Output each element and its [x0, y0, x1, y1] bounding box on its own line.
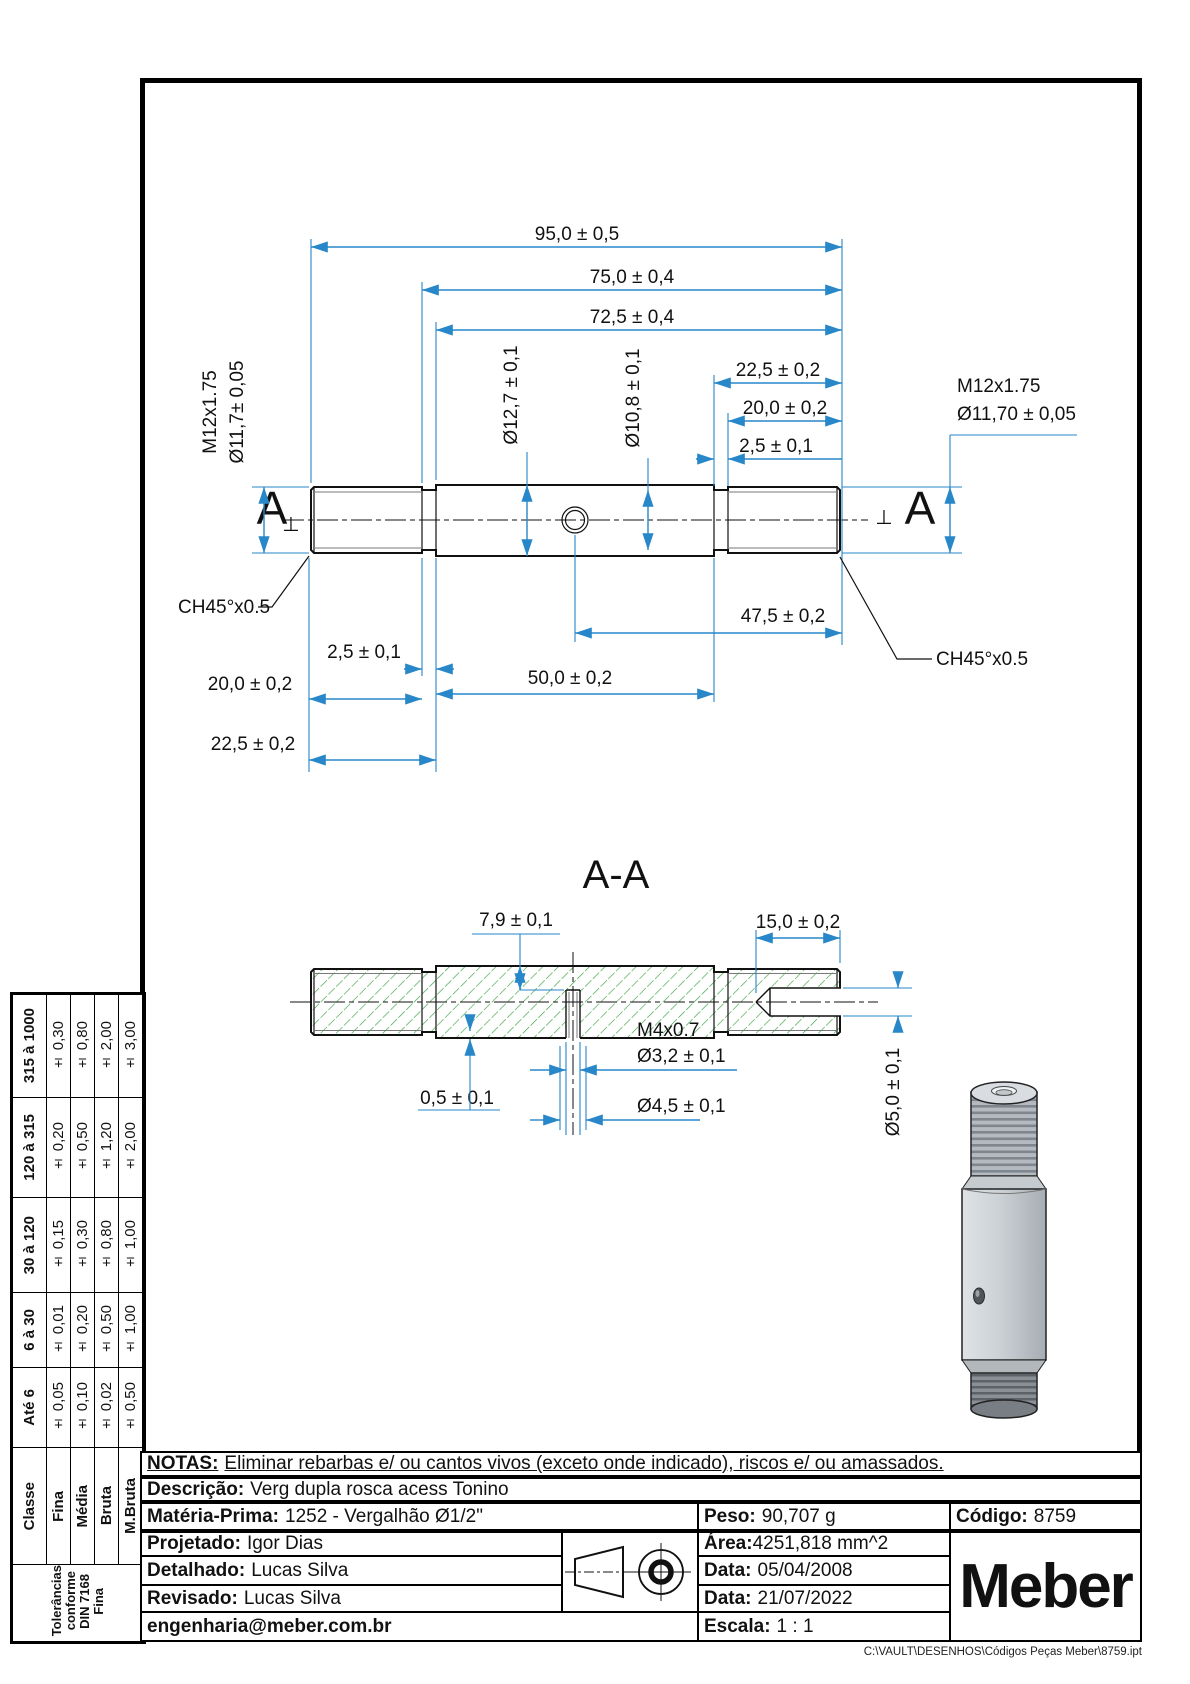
tolerance-note: Tolerâncias conforme DIN 7168 Fina [13, 1565, 143, 1637]
cut-label-left: A [256, 482, 288, 534]
tol-range-ate-6: Até 6 [13, 1368, 47, 1448]
dim-dia-5: Ø5,0 ± 0,1 [883, 1047, 904, 1137]
tol-header-classe: Classe [13, 1448, 47, 1565]
thread-label-left-2: Ø11,7± 0,05 [227, 360, 248, 464]
chamfer-label-right: CH45°x0.5 [936, 649, 1029, 670]
thread-label-m4: M4x0.7 [637, 1020, 700, 1041]
title-block [140, 1451, 1142, 1642]
designed-by-cell: Projetado: Igor Dias [140, 1531, 563, 1557]
side-hole-3d [974, 1288, 985, 1304]
section-view [290, 853, 912, 1136]
tol-range-315-1000: 315 à 1000 [13, 995, 47, 1098]
dim-dia-3-2: Ø3,2 ± 0,1 [637, 1046, 726, 1067]
raw-material-cell: Matéria-Prima: 1252 - Vergalhão Ø1/2" [140, 1502, 699, 1531]
area-cell: Área: 4251,818 mm^2 [697, 1531, 951, 1557]
dim-dia-12-7: Ø12,7 ± 0,1 [501, 345, 522, 445]
tol-range-6-30: 6 à 30 [13, 1293, 47, 1368]
dim-50: 50,0 ± 0,2 [527, 668, 613, 689]
dim-overall-length: 95,0 ± 0,5 [534, 224, 620, 245]
perpendicular-symbol-left: ⊥ [282, 514, 300, 536]
scale-cell: Escala: 1 : 1 [697, 1611, 951, 1642]
tol-range-120-315: 120 à 315 [13, 1098, 47, 1198]
main-view [178, 224, 1077, 772]
date-created-cell: Data: 05/04/2008 [697, 1555, 951, 1586]
part-3d-preview [962, 1082, 1046, 1418]
dim-7-9: 7,9 ± 0,1 [479, 910, 553, 931]
company-logo: Meber [949, 1531, 1142, 1642]
perpendicular-symbol-right: ⊥ [875, 507, 893, 529]
thread-label-right-1: M12x1.75 [957, 376, 1041, 397]
tolerance-table: 315 à 1000 ± 0,30 ± 0,80 ± 2,00 ± 3,00 120 à 315 ± 0,20 ± 0,50 ± 1,20 ± 2,00 30 à 120 ± 0,15 ± 0,30 ± 0,80 ± 1,00 6 à 30 ± 0,01 ± 0,20 ± 0,50 ± 1,00 Até 6 ± 0,05 ± 0,10 ± 0,02 ± 0,50 Classe Fina Média Bruta M.Bruta Tolerâncias conforme DIN 7168 Fina [10, 992, 146, 1644]
notes-row: NOTAS: Eliminar rebarbas e/ ou cantos vivos (exceto onde indicado), riscos e/ ou amassados. [140, 1451, 1142, 1477]
cut-label-right: A [904, 482, 936, 534]
projection-symbol-cell [561, 1531, 699, 1613]
dim-2-5-bottom: 2,5 ± 0,1 [327, 642, 401, 663]
reviewed-by-cell: Revisado: Lucas Silva [140, 1584, 563, 1613]
weight-cell: Peso: 90,707 g [697, 1502, 951, 1531]
dim-15: 15,0 ± 0,2 [755, 912, 841, 933]
dim-22-5-top: 22,5 ± 0,2 [735, 360, 821, 381]
email-cell: engenharia@meber.com.br [140, 1611, 699, 1642]
description-row: Descrição: Verg dupla rosca acess Tonino [140, 1477, 1142, 1502]
part-code-cell: Código: 8759 [949, 1502, 1142, 1531]
tol-range-30-120: 30 à 120 [13, 1198, 47, 1293]
dim-2-5-top: 2,5 ± 0,1 [739, 436, 813, 457]
dim-0-5: 0,5 ± 0,1 [420, 1088, 494, 1109]
dim-72-5: 72,5 ± 0,4 [589, 307, 675, 328]
detailed-by-cell: Detalhado: Lucas Silva [140, 1555, 563, 1586]
dim-dia-4-5: Ø4,5 ± 0,1 [637, 1096, 726, 1117]
thread-label-left-1: M12x1.75 [200, 370, 221, 454]
thread-label-right-2: Ø11,70 ± 0,05 [957, 404, 1076, 425]
dim-22-5-bottom: 22,5 ± 0,2 [210, 734, 296, 755]
file-path: C:\VAULT\DESENHOS\Códigos Peças Meber\8759.ipt [863, 1646, 1142, 1658]
section-title: A-A [582, 853, 650, 897]
dim-dia-10-8: Ø10,8 ± 0,1 [623, 348, 644, 448]
chamfer-label-left: CH45°x0.5 [178, 597, 271, 618]
dim-20-top: 20,0 ± 0,2 [742, 398, 828, 419]
date-revised-cell: Data: 21/07/2022 [697, 1584, 951, 1613]
dim-20-bottom: 20,0 ± 0,2 [207, 674, 293, 695]
first-angle-projection-icon [563, 1533, 697, 1611]
dim-47-5: 47,5 ± 0,2 [740, 606, 826, 627]
dim-75: 75,0 ± 0,4 [589, 267, 675, 288]
